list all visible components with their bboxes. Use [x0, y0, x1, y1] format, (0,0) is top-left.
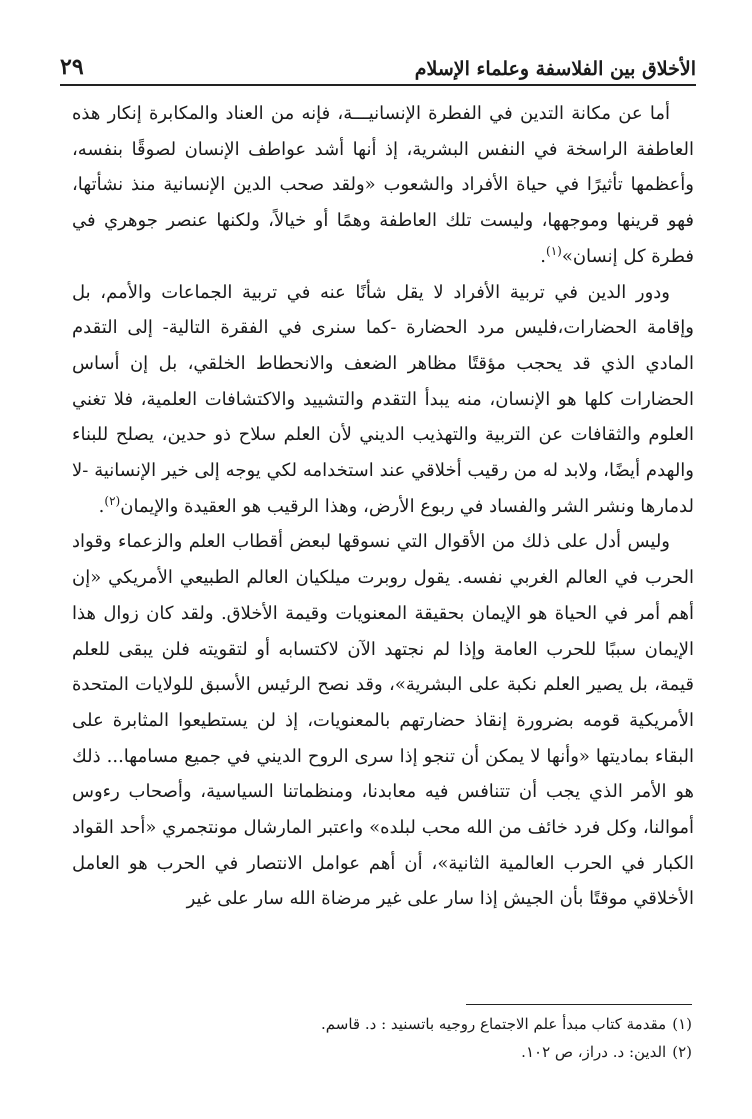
paragraph-3	[72, 524, 694, 917]
paragraph-2	[72, 275, 694, 525]
paragraph-1-end: .	[540, 245, 546, 267]
paragraph-1-text: أما عن مكانة التدين في الفطرة الإنسانيـــة، فإنه من العناد والمكابرة إنكار هذه العاطفة الراسخة في النفس البشرية، إذ أنها أشد عواطف الإنسان لصوقًا بنفسه، وأعظمها تأثيرًا في حياة الأفراد والشعوب «ولقد صحب الدين الإنسانية منذ نشأتها، فهو قرينها وموجهها، وليست تلك العاطفة وهمًا أو خيالاً، ولكنها عنصر جوهري في فطرة كل إنسان»	[72, 103, 694, 267]
paragraph-3-text: وليس أدل على ذلك من الأقوال التي نسوقها لبعض أقطاب العلم والزعماء وقواد الحرب في العالم الغربي نفسه. يقول روبرت ميلكيان العالم الطبيعي الأمريكي «إن أهم أمر في الحياة هو الإيمان بحقيقة المعنويات وقيمة الأخلاق. ولقد كان زوال هذا الإيمان سببًا للحرب العامة وإذا لم نجتهد الآن لاكتسابه أو لتقويته فلن يبقى للعلم قيمة، بل يصير العلم نكبة على البشرية»، وقد نصح الرئيس الأسبق للولايات المتحدة الأمريكية قومه بضرورة إنقاذ حضارتهم بالمعنويات، إذ لن يستطيعوا المثابرة على البقاء بماديتها «وأنها لا يمكن أن تنجو إذا سرى الروح الديني في جميع مسامها... ذلك هو الأمر الذي يجب أن تتنافس فيه معابدنا، ومنظماتنا السياسية، وأصحاب رءوس أموالنا، وكل فرد خائف من الله محب لبلده» واعتبر المارشال مونتجمري «أحد القواد الكبار في الحرب العالمية الثانية»، أن أهم عوامل الانتصار في الحرب هو العامل الأخلاقي موقتًا بأن الجيش إذا سار على غير مرضاة الله سار على غير	[72, 531, 694, 910]
footnote-divider	[466, 1004, 692, 1005]
footnote-2-text: الدين: د. دراز، ص ١٠٢.	[521, 1043, 667, 1061]
page-number: ٢٩	[60, 54, 84, 80]
footnote-1	[72, 1010, 692, 1038]
footnote-1-mark: (١)	[672, 1015, 692, 1033]
paragraph-2-end: .	[98, 495, 105, 517]
footnote-ref-1: (١)	[546, 243, 562, 258]
footnote-ref-2: (٢)	[104, 493, 121, 508]
footnote-2	[72, 1038, 692, 1066]
footnotes	[72, 1010, 692, 1066]
running-title: الأخلاق بين الفلاسفة وعلماء الإسلام	[414, 58, 696, 80]
page-header	[60, 50, 696, 86]
main-text	[72, 96, 694, 917]
paragraph-2-text: ودور الدين في تربية الأفراد لا يقل شأنًا عنه في تربية الجماعات والأمم، بل وإقامة الحضارات،فليس مرد الحضارة -كما سنرى في الفقرة التالية- إلى التقدم المادي الذي قد يحجب مؤقتًا مظاهر الضعف والانحطاط الخلقي، بل إن أساس الحضارات كلها هو الإنسان، منه يبدأ التقدم والتشييد والاكتشافات العلمية، فلا تغني العلوم والثقافات عن التربية والتهذيب الديني لأن العلم سلاح ذو حدين، يصلح للبناء والهدم أيضًا، ولابد له من رقيب أخلاقي عند استخدامه لكي يوجه إلى خير الإنسانية -لا لدمارها ونشر الشر والفساد في ربوع الأرض، وهذا الرقيب هو العقيدة والإيمان	[72, 281, 694, 517]
footnote-2-mark: (٢)	[672, 1043, 692, 1061]
footnote-1-text: مقدمة كتاب مبدأ علم الاجتماع روجيه باتسنيد : د. قاسم.	[321, 1015, 667, 1033]
paragraph-1	[72, 96, 694, 275]
